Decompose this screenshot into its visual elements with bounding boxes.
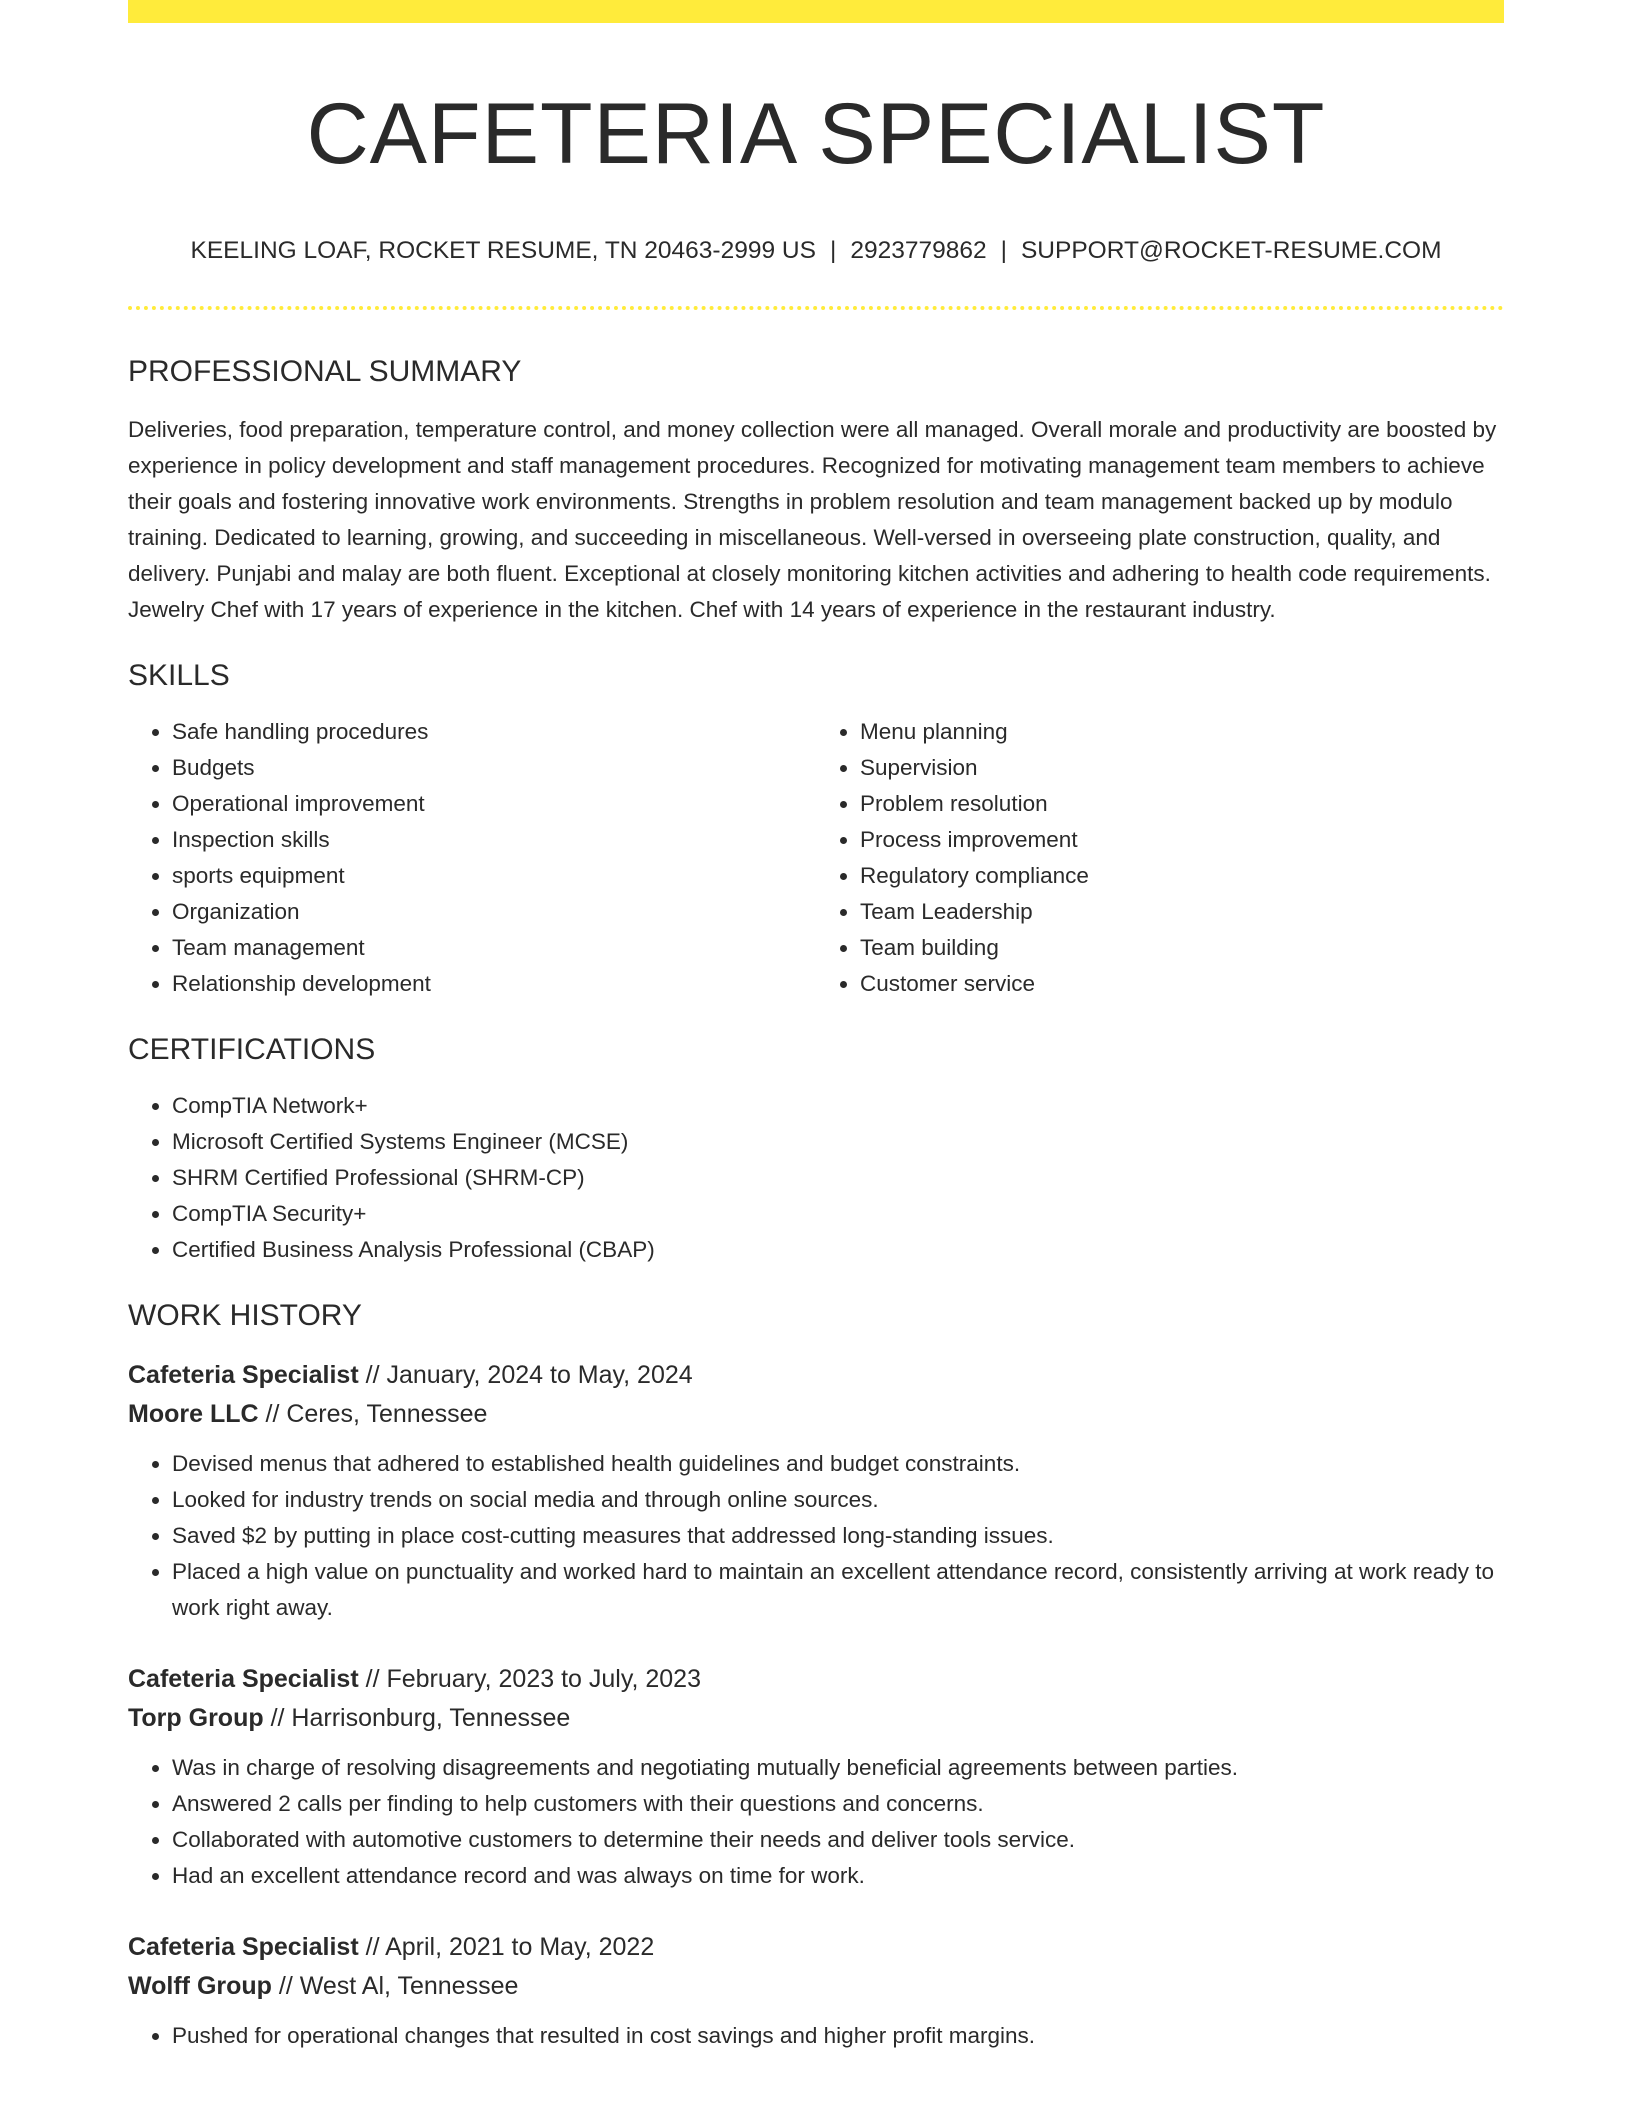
job-bullet: • Devised menus that adhered to established health guidelines and budget constraints. — [172, 1446, 1504, 1482]
certification-item: • CompTIA Security+ — [172, 1196, 1504, 1232]
job-bullet: • Looked for industry trends on social media and through online sources. — [172, 1482, 1504, 1518]
job-title-line — [128, 1660, 1504, 1699]
job-dates: // April, 2021 to May, 2022 — [358, 1932, 655, 1961]
job-bullets — [128, 2018, 1504, 2054]
certification-item: • CompTIA Network+ — [172, 1088, 1504, 1124]
job-company-line — [128, 1699, 1504, 1738]
certification-item: • Certified Business Analysis Professional (CBAP) — [172, 1232, 1504, 1268]
skill-item: • Safe handling procedures — [172, 714, 816, 750]
skill-item: • Organization — [172, 894, 816, 930]
job-dates: // February, 2023 to July, 2023 — [358, 1664, 701, 1693]
job-company-line — [128, 1395, 1504, 1434]
job-bullet: • Answered 2 calls per finding to help customers with their questions and concerns. — [172, 1786, 1504, 1822]
job-location: // Harrisonburg, Tennessee — [263, 1703, 571, 1732]
job-bullet: • Had an excellent attendance record and was always on time for work. — [172, 1858, 1504, 1894]
job-title-line — [128, 1356, 1504, 1395]
job-role: Cafeteria Specialist — [128, 1360, 359, 1389]
job-company: Moore LLC — [128, 1399, 259, 1428]
job-bullet: • Pushed for operational changes that resulted in cost savings and higher profit margins. — [172, 2018, 1504, 2054]
top-accent-bar — [128, 0, 1504, 23]
certifications-list — [128, 1088, 1504, 1268]
skill-item: • Problem resolution — [860, 786, 1504, 822]
skill-item: • Team management — [172, 930, 816, 966]
skills-heading: SKILLS — [128, 658, 230, 692]
dotted-divider — [128, 306, 1504, 310]
skill-item: • Team building — [860, 930, 1504, 966]
skill-item: • Team Leadership — [860, 894, 1504, 930]
skills-list-left — [128, 714, 816, 1002]
job-location: // Ceres, Tennessee — [258, 1399, 488, 1428]
skill-item: • Menu planning — [860, 714, 1504, 750]
skill-item: • Customer service — [860, 966, 1504, 1002]
certifications-heading: CERTIFICATIONS — [128, 1032, 376, 1066]
job-bullet: • Placed a high value on punctuality and worked hard to maintain an excellent attendance record, consistently arriving at work ready to work right away. — [172, 1554, 1504, 1626]
job-bullets — [128, 1750, 1504, 1894]
resume-page — [128, 0, 1504, 2054]
contact-separator: | — [829, 237, 837, 265]
job-title-line — [128, 1928, 1504, 1967]
job-entry — [128, 1660, 1504, 1894]
job-bullet: • Collaborated with automotive customers to determine their needs and deliver tools service. — [172, 1822, 1504, 1858]
job-role: Cafeteria Specialist — [128, 1932, 359, 1961]
contact-phone: 2923779862 — [850, 237, 987, 265]
job-bullet: • Saved $2 by putting in place cost-cutting measures that addressed long-standing issues. — [172, 1518, 1504, 1554]
contact-address: KEELING LOAF, ROCKET RESUME, TN 20463-2999 US — [190, 237, 816, 265]
certification-item: • SHRM Certified Professional (SHRM-CP) — [172, 1160, 1504, 1196]
skill-item: • Operational improvement — [172, 786, 816, 822]
skill-item: • Relationship development — [172, 966, 816, 1002]
contact-email: SUPPORT@ROCKET-RESUME.COM — [1020, 237, 1442, 265]
job-entry — [128, 1928, 1504, 2054]
job-entry — [128, 1356, 1504, 1626]
skill-item: • Budgets — [172, 750, 816, 786]
job-company-line — [128, 1967, 1504, 2006]
job-company: Torp Group — [128, 1703, 264, 1732]
skill-item: • Inspection skills — [172, 822, 816, 858]
certification-item: • Microsoft Certified Systems Engineer (MCSE) — [172, 1124, 1504, 1160]
contact-line — [128, 236, 1504, 265]
summary-text: Deliveries, food preparation, temperature control, and money collection were all managed. Overall morale and productivity are boosted by experience in policy development and staff management procedures. Recognized for motivating management team members to achieve their goals and fostering innovative work environments. Strengths in problem resolution and team management backed up by modulo training. Dedicated to learning, growing, and succeeding in miscellaneous. Well-versed in overseeing plate construction, quality, and delivery. Punjabi and malay are both fluent. Exceptional at closely monitoring kitchen activities and adhering to health code requirements. Jewelry Chef with 17 years of experience in the kitchen. Chef with 14 years of experience in the restaurant industry. — [128, 416, 1497, 622]
job-location: // West Al, Tennessee — [271, 1971, 519, 2000]
skills-list-right — [816, 714, 1504, 1002]
skills-grid — [128, 714, 1504, 1002]
job-company: Wolff Group — [128, 1971, 272, 2000]
job-dates: // January, 2024 to May, 2024 — [358, 1360, 693, 1389]
job-bullet: • Was in charge of resolving disagreements and negotiating mutually beneficial agreements between parties. — [172, 1750, 1504, 1786]
skill-item: • sports equipment — [172, 858, 816, 894]
contact-separator: | — [1000, 237, 1007, 265]
job-role: Cafeteria Specialist — [128, 1664, 359, 1693]
skill-item: • Process improvement — [860, 822, 1504, 858]
skill-item: • Supervision — [860, 750, 1504, 786]
summary-heading: PROFESSIONAL SUMMARY — [128, 354, 522, 388]
job-bullets — [128, 1446, 1504, 1626]
skill-item: • Regulatory compliance — [860, 858, 1504, 894]
resume-title: CAFETERIA SPECIALIST — [306, 86, 1326, 182]
work-history-heading: WORK HISTORY — [128, 1298, 362, 1332]
